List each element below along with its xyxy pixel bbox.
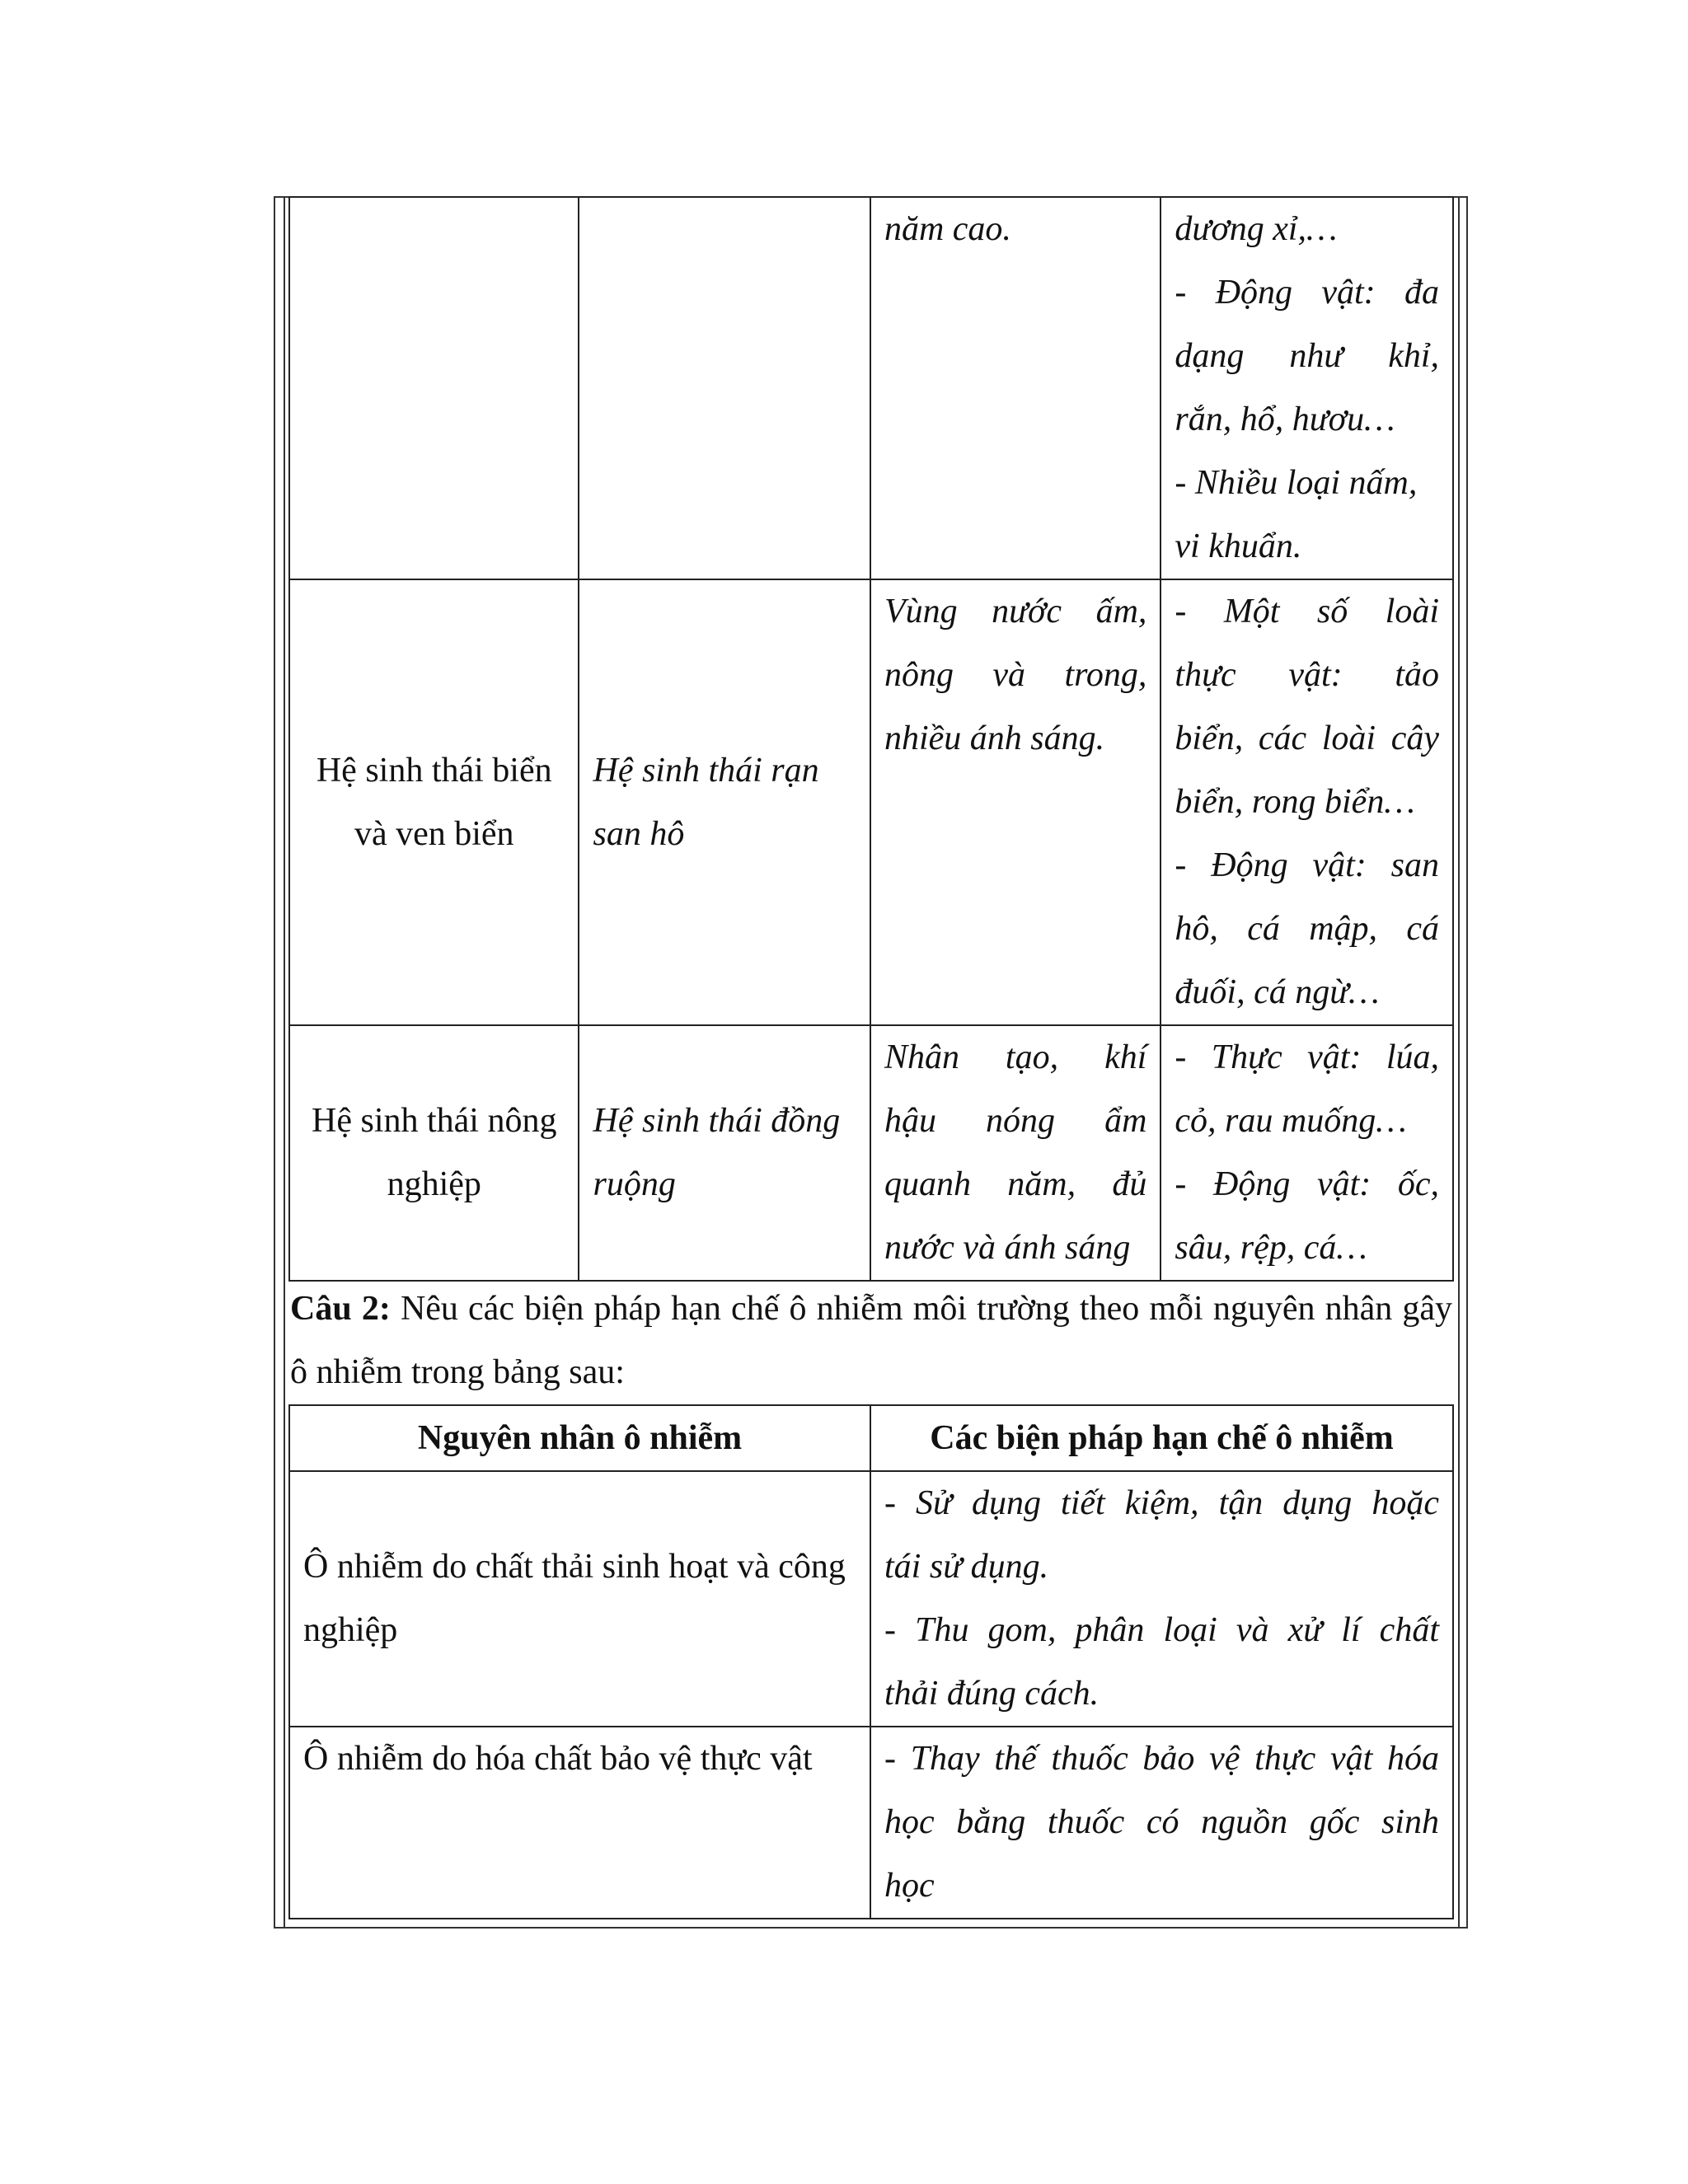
question-2	[290, 1277, 1452, 1404]
measures-line: học	[884, 1867, 935, 1905]
organisms-cell	[1160, 197, 1453, 579]
measures-line: thải đúng cách.	[884, 1675, 1100, 1713]
ecosystem-type-cell	[289, 197, 579, 579]
measures-cell	[870, 1727, 1453, 1919]
organisms-line: biển, các loài cây	[1175, 719, 1439, 757]
ecosystem-type-cell: Hệ sinh thái biển và ven biển	[289, 579, 579, 1025]
measures-line: - Sử dụng tiết kiệm, tận dụng hoặc	[884, 1484, 1439, 1522]
organisms-line: rắn, hổ, hươu…	[1175, 401, 1395, 438]
organisms-line: - Động vật: đa	[1175, 274, 1439, 312]
conditions-line: nước và ánh sáng	[884, 1229, 1131, 1267]
column-header-cause: Nguyên nhân ô nhiễm	[289, 1405, 870, 1471]
measures-line: học bằng thuốc có nguồn gốc sinh	[884, 1803, 1439, 1841]
organisms-line: - Động vật: san	[1175, 846, 1439, 884]
ecosystem-type-cell: Hệ sinh thái nông nghiệp	[289, 1025, 579, 1281]
organisms-line: đuối, cá ngừ…	[1175, 973, 1380, 1011]
conditions-line: nhiều ánh sáng.	[884, 719, 1105, 757]
ecosystem-example-cell: Hệ sinh thái đồng ruộng	[579, 1025, 870, 1281]
conditions-cell	[870, 197, 1160, 579]
organisms-line: - Nhiều loại nấm,	[1175, 464, 1418, 502]
conditions-line: Nhân tạo, khí	[884, 1038, 1147, 1076]
column-header-measures: Các biện pháp hạn chế ô nhiễm	[870, 1405, 1453, 1471]
organisms-line: - Động vật: ốc,	[1175, 1165, 1439, 1203]
question-2-text: Nêu các biện pháp hạn chế ô nhiễm môi trường theo mỗi nguyên nhân gây ô nhiễm trong bảng sau:	[290, 1290, 1452, 1391]
conditions-line: Vùng nước ấm,	[884, 593, 1147, 630]
table-row	[289, 579, 1453, 1025]
organisms-line: sâu, rệp, cá…	[1175, 1229, 1367, 1267]
conditions-cell	[870, 579, 1160, 1025]
table-row	[289, 1025, 1453, 1281]
conditions-line: năm cao.	[884, 210, 1011, 248]
cause-cell: Ô nhiễm do chất thải sinh hoạt và công nghiệp	[289, 1471, 870, 1727]
organisms-line: - Một số loài	[1175, 593, 1439, 630]
organisms-line: hô, cá mập, cá	[1175, 910, 1439, 948]
organisms-cell	[1160, 579, 1453, 1025]
table-row	[289, 197, 1453, 579]
question-2-label: Câu 2:	[290, 1290, 391, 1328]
ecosystem-example-cell: Hệ sinh thái rạn san hô	[579, 579, 870, 1025]
organisms-line: vi khuẩn.	[1175, 527, 1302, 565]
organisms-line: biển, rong biển…	[1175, 783, 1415, 821]
conditions-cell	[870, 1025, 1160, 1281]
measures-line: tái sử dụng.	[884, 1548, 1049, 1586]
table-header-row	[289, 1405, 1453, 1471]
organisms-line: cỏ, rau muống…	[1175, 1102, 1407, 1140]
organisms-line: - Thực vật: lúa,	[1175, 1038, 1439, 1076]
cause-cell: Ô nhiễm do hóa chất bảo vệ thực vật	[289, 1727, 870, 1919]
measures-cell	[870, 1471, 1453, 1727]
ecosystem-example-cell	[579, 197, 870, 579]
organisms-line: dương xỉ,…	[1175, 210, 1338, 248]
measures-line: - Thu gom, phân loại và xử lí chất	[884, 1611, 1439, 1649]
ecosystem-table	[288, 196, 1454, 1282]
organisms-line: dạng như khỉ,	[1175, 337, 1439, 375]
conditions-line: hậu nóng ẩm	[884, 1102, 1147, 1140]
pollution-table	[288, 1404, 1454, 1919]
table-row	[289, 1471, 1453, 1727]
conditions-line: nông và trong,	[884, 656, 1147, 694]
conditions-line: quanh năm, đủ	[884, 1165, 1147, 1203]
measures-line: - Thay thế thuốc bảo vệ thực vật hóa	[884, 1740, 1439, 1778]
table-row	[289, 1727, 1453, 1919]
organisms-line: thực vật: tảo	[1175, 656, 1439, 694]
organisms-cell	[1160, 1025, 1453, 1281]
